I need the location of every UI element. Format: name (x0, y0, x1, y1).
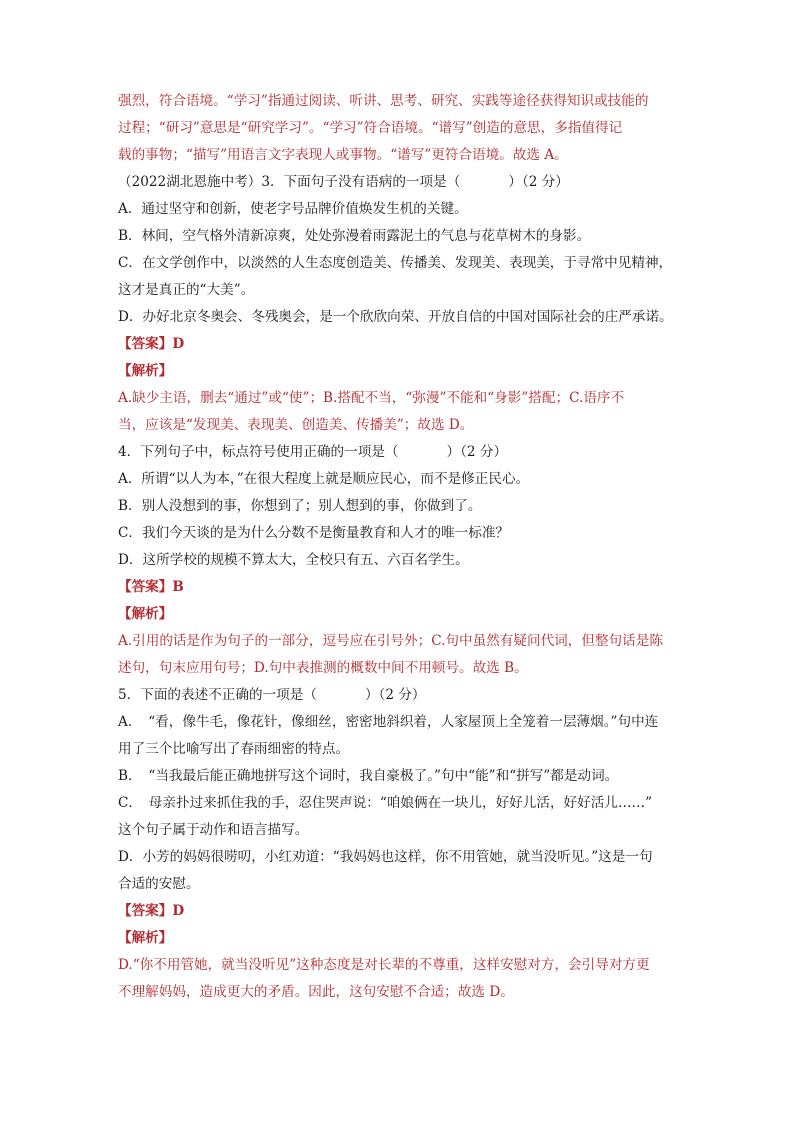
option-c: C．在文学创作中，以淡然的人生态度创造美、传播美、发现美、表现美，于寻常中见精神， (118, 255, 673, 271)
question-stem-prefix: 5．下面的表述不正确的一项是（ (118, 687, 317, 703)
option-b: B．别人没想到的事，你想到了；别人想到的事，你做到了。 (118, 498, 482, 514)
question-stem-suffix: ）（2 分） (508, 174, 569, 190)
question-stem-prefix: （2022湖北恩施中考）3．下面句子没有语病的一项是（ (118, 174, 461, 190)
analysis-line: 不理解妈妈，造成更大的矛盾。因此，这句安慰不合适；故选 D。 (118, 984, 514, 1000)
question-4 (118, 439, 684, 682)
explanation-line (118, 142, 684, 169)
question-stem (118, 439, 684, 466)
option-d: D．小芳的妈妈很唠叨，小红劝道：“我妈妈也这样，你不用管她，就当没听见。”这是一句 (118, 849, 653, 865)
question-stem-suffix: ）（2 分） (364, 687, 426, 703)
question-stem-suffix: ）（2 分） (446, 444, 508, 460)
explanation-text: “谱写”更符合语境。故选 A。 (390, 147, 568, 163)
option-b: B．林间，空气格外清新凉爽，处处弥漫着雨露泥土的气息与花草树木的身影。 (118, 228, 591, 244)
option-d: D．办好北京冬奥会、冬残奥会，是一个欣欣向荣、开放自信的中国对国际社会的庄严承诺。 (118, 309, 673, 325)
analysis-label: 【解析】 (118, 606, 173, 622)
option-a: A．通过坚守和创新，使老字号品牌价值焕发生机的关键。 (118, 201, 468, 217)
page-content (118, 88, 684, 1006)
question-5 (118, 682, 684, 1006)
answer-label: 【答案】D (118, 903, 185, 919)
answer-label: 【答案】D (118, 336, 185, 352)
analysis-line: 述句，句末应用句号；D.句中表推测的概数中间不用顿号。故选 B。 (118, 660, 528, 676)
option-c: C． 母亲扑过来抓住我的手，忍住哭声说：“咱娘俩在一块儿，好好儿活，好好活儿……” (118, 795, 653, 811)
intro-explanation (118, 88, 684, 169)
analysis-line: A.引用的话是作为句子的一部分，逗号应在引号外；C.句中虽然有疑问代词，但整句话是陈 (118, 633, 663, 649)
option-b: B． “当我最后能正确地拼写这个词时，我自豪极了。”句中“能”和“拼写”都是动词。 (118, 768, 619, 784)
option-c: C．我们今天谈的是为什么分数不是衡量教育和人才的唯一标准？ (118, 525, 510, 541)
analysis-line: A.缺少主语，删去“通过”或“使”；B.搭配不当，“弥漫”不能和“身影”搭配；C.语序不 (118, 390, 625, 406)
question-stem-prefix: 4．下列句子中，标点符号使用正确的一项是（ (118, 444, 399, 460)
analysis-line: D.“你不用管她，就当没听见”这种态度是对长辈的不尊重，这样安慰对方，会引导对方更 (118, 957, 650, 973)
option-a: A． “看，像牛毛，像花针，像细丝，密密地斜织着，人家屋顶上全笼着一层薄烟。”句中连 (118, 714, 659, 730)
option-a-continued: 用了三个比喻写出了春雨细密的特点。 (118, 741, 350, 757)
option-c-continued: 这个句子属于动作和语言描写。 (118, 822, 309, 838)
explanation-text: 载的事物；“描写”用语言文字表现人或事物。 (118, 147, 391, 163)
option-d-continued: 合适的安慰。 (118, 876, 200, 892)
question-stem (118, 169, 684, 196)
explanation-line: 强烈，符合语境。“学习”指通过阅读、听讲、思考、研究、实践等途径获得知识或技能的 (118, 93, 649, 109)
analysis-line: 当，应该是“发现美、表现美、创造美、传播美”；故选 D。 (118, 417, 474, 433)
option-c-continued: 这才是真正的“大美”。 (118, 282, 255, 298)
question-3 (118, 169, 684, 439)
analysis-label: 【解析】 (118, 363, 173, 379)
option-a: A．所谓“以人为本，”在很大程度上就是顺应民心，而不是修正民心。 (118, 471, 530, 487)
answer-label: 【答案】B (118, 579, 184, 595)
explanation-line: 过程；“研习”意思是“研究学习”。“学习”符合语境。“谱写”创造的意思，多指值得记 (118, 120, 623, 136)
analysis-label: 【解析】 (118, 930, 173, 946)
question-stem (118, 682, 684, 709)
option-d: D．这所学校的规模不算太大，全校只有五、六百名学生。 (118, 552, 469, 568)
